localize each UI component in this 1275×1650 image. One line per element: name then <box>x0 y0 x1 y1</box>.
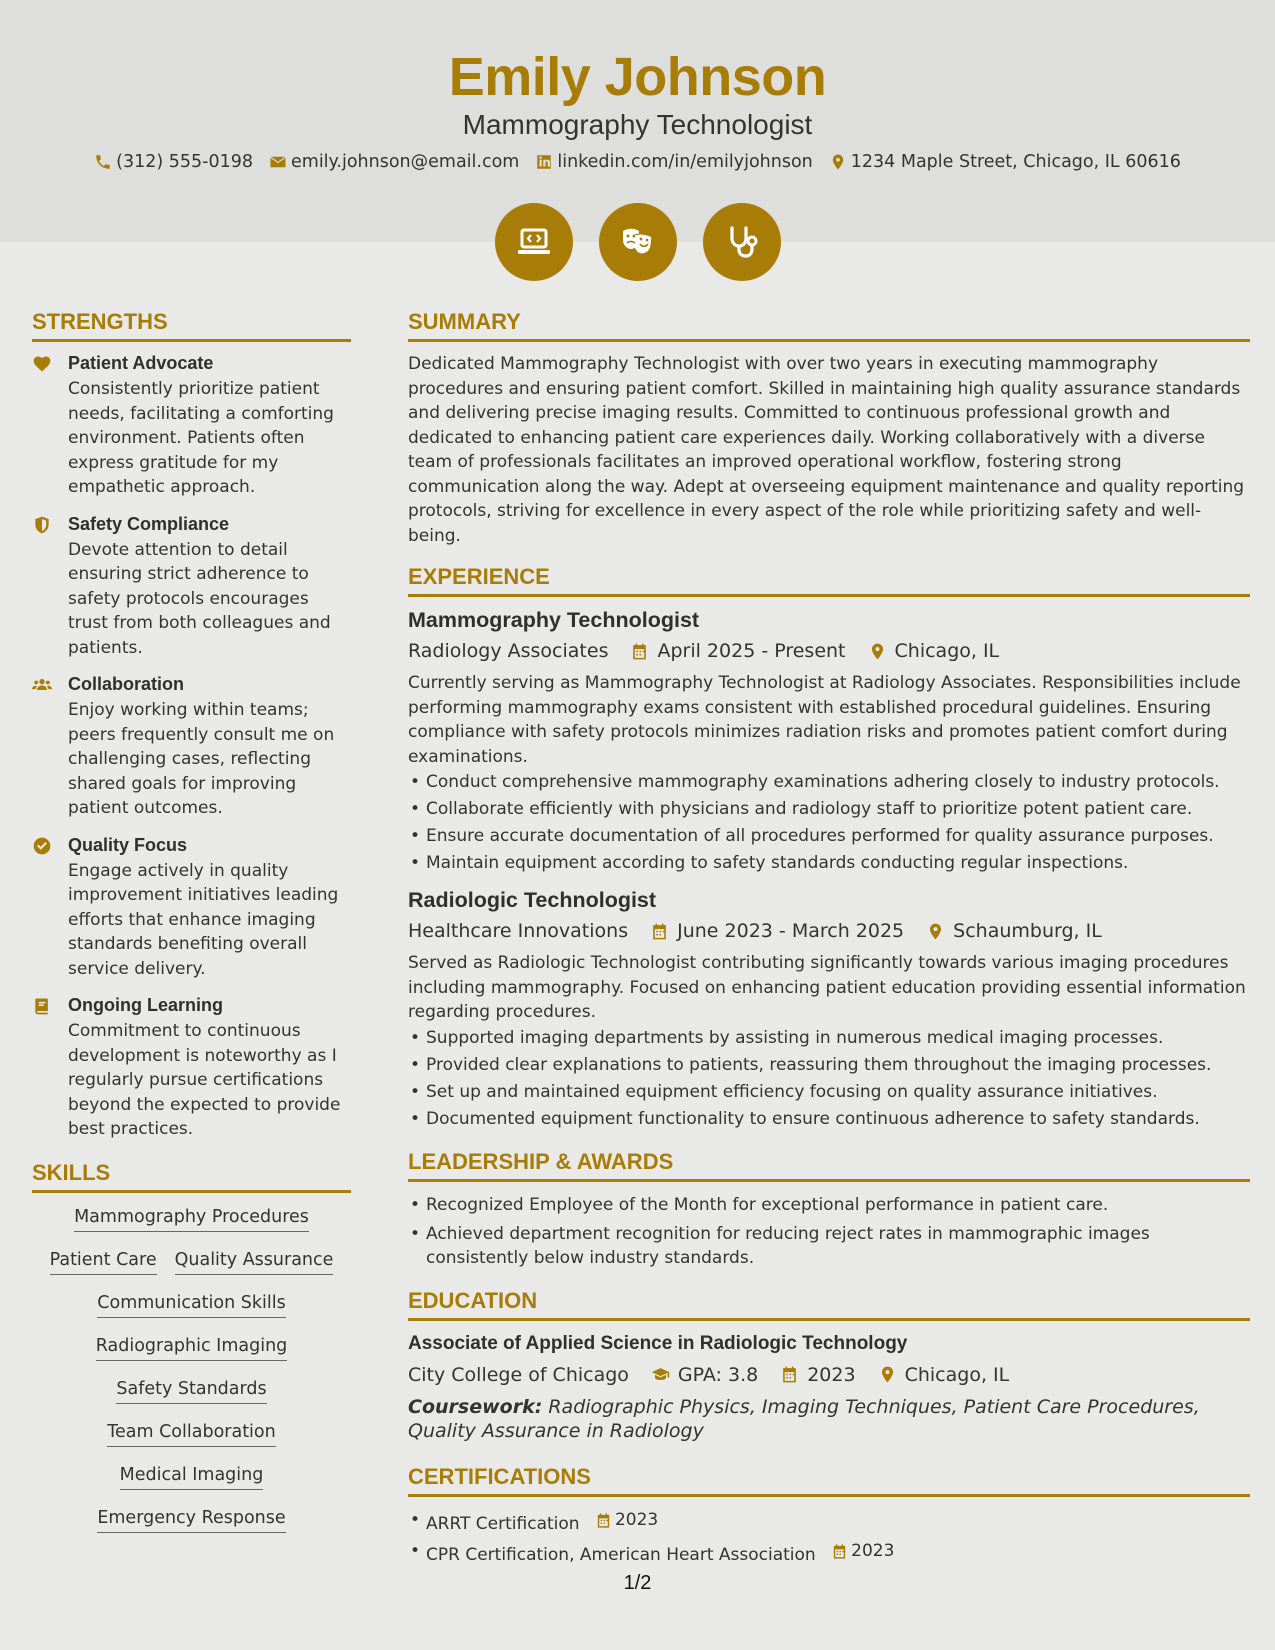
certification-name: CPR Certification, American Heart Association <box>426 1544 816 1565</box>
job-meta <box>408 638 1250 664</box>
certification-item <box>408 1507 1250 1538</box>
skill-tag: Emergency Response <box>97 1504 285 1533</box>
strength-title: Collaboration <box>68 674 184 694</box>
skill-tag: Mammography Procedures <box>74 1203 309 1232</box>
leadership-list <box>408 1192 1250 1270</box>
strength-item <box>32 834 351 982</box>
calendar-icon <box>780 1365 799 1384</box>
certification-year: 2023 <box>851 1540 895 1561</box>
coursework-text: Radiographic Physics, Imaging Techniques, Patient Care Procedures, Quality Assurance in Radiology <box>408 1395 1200 1442</box>
contact-linkedin[interactable] <box>535 152 812 172</box>
education-heading: EDUCATION <box>408 1288 1250 1321</box>
graduation-cap-icon <box>651 1365 670 1384</box>
map-marker-icon <box>829 153 847 171</box>
strengths-heading: STRENGTHS <box>32 309 351 342</box>
right-column <box>408 309 1250 1569</box>
job-description: Served as Radiologic Technologist contributing significantly towards various imaging procedures including mammography. Focused on enhancing patient education providing essential information regarding procedures. <box>408 953 1246 1022</box>
phone-icon <box>94 153 112 171</box>
strength-item <box>32 994 351 1142</box>
job-bullet: • Supported imaging departments by assisting in numerous medical imaging processes. <box>408 1025 1250 1052</box>
users-icon <box>32 675 52 695</box>
job-bullet: • Provided clear explanations to patients, reassuring them throughout the imaging processes. <box>408 1052 1250 1079</box>
laptop-code-icon <box>514 222 554 262</box>
candidate-title: Mammography Technologist <box>462 109 813 140</box>
skill-tag: Communication Skills <box>97 1289 285 1318</box>
coursework <box>408 1395 1250 1444</box>
experience-heading: EXPERIENCE <box>408 564 1250 597</box>
skill-tag: Safety Standards <box>116 1375 266 1404</box>
calendar-icon <box>650 922 669 941</box>
coursework-label: Coursework: <box>408 1395 543 1418</box>
map-marker-icon <box>868 642 887 661</box>
strength-desc: Engage actively in quality improvement initiatives leading efforts that enhance imaging standards benefiting overall service delivery. <box>68 860 339 979</box>
contact-phone[interactable] <box>94 152 253 172</box>
strength-title: Quality Focus <box>68 834 188 855</box>
theater-masks-icon <box>618 222 658 262</box>
job-dates: June 2023 - March 2025 <box>677 920 905 942</box>
book-icon <box>32 996 52 1016</box>
shield-icon <box>32 515 52 535</box>
job-bullet: • Set up and maintained equipment efficiency focusing on quality assurance initiatives. <box>408 1079 1250 1106</box>
job-bullets <box>408 1025 1250 1133</box>
left-column <box>32 309 351 1547</box>
strength-desc: Consistently prioritize patient needs, facilitating a comforting environment. Patients often express gratitude for my empathetic approach. <box>68 379 334 497</box>
heart-icon <box>32 354 52 374</box>
contact-address <box>829 152 1181 172</box>
summary-text: Dedicated Mammography Technologist with over two years in executing mammography procedures and ensuring patient comfort. Skilled in maintaining high quality assurance standards and delivering precise imaging results. Committed to continuous professional growth and dedicated to enhancing patient care experiences daily. Working collaboratively with a diverse team of professionals facilitates an improved operational workflow, fostering strong communication along the way. Adept at overseeing equipment maintenance and quality reporting protocols, striving for excellence in every aspect of the role while prioritizing safety and well-being. <box>408 354 1245 546</box>
badge-row <box>0 203 1275 281</box>
strength-desc: Devote attention to detail ensuring strict adherence to safety protocols encourages trust from both colleagues and patients. <box>68 539 331 658</box>
contact-email[interactable] <box>269 152 519 172</box>
candidate-name: Emily Johnson <box>448 47 827 107</box>
job-entry <box>408 607 1250 877</box>
education-meta <box>408 1362 1250 1388</box>
check-circle-icon <box>32 836 52 856</box>
degree-title: Associate of Applied Science in Radiologic Technology <box>408 1332 908 1354</box>
school-name: City College of Chicago <box>408 1363 629 1386</box>
job-dates: April 2025 - Present <box>657 640 846 662</box>
page-indicator: 1/2 <box>623 1572 652 1594</box>
skills-list <box>32 1203 351 1547</box>
job-company: Healthcare Innovations <box>408 920 629 942</box>
calendar-icon <box>831 1543 848 1560</box>
job-description: Currently serving as Mammography Technologist at Radiology Associates. Responsibilities include performing mammography exams consistent with established procedural guidelines. Ensuring compliance with safety protocols minimizes radiation risks and promotes patient comfort during examinations. <box>408 673 1241 767</box>
certification-name: ARRT Certification <box>426 1513 580 1534</box>
certifications-list <box>408 1507 1250 1569</box>
calendar-icon <box>595 1512 612 1529</box>
strength-item <box>32 673 351 821</box>
job-bullet: • Maintain equipment according to safety standards conducting regular inspections. <box>408 850 1250 877</box>
strength-desc: Enjoy working within teams; peers frequently consult me on challenging cases, reflecting shared goals for improving patient outcomes. <box>68 700 335 818</box>
map-marker-icon <box>878 1365 897 1384</box>
address-text: 1234 Maple Street, Chicago, IL 60616 <box>850 152 1181 172</box>
strength-title: Ongoing Learning <box>68 995 223 1015</box>
certification-year: 2023 <box>614 1509 659 1530</box>
skills-heading: SKILLS <box>32 1160 351 1193</box>
strength-title: Safety Compliance <box>68 513 230 534</box>
job-bullets <box>408 769 1250 877</box>
job-location: Chicago, IL <box>894 640 1000 662</box>
envelope-icon <box>269 153 287 171</box>
certification-item <box>408 1538 1250 1569</box>
laptop-code-badge <box>495 203 573 281</box>
skill-tag: Patient Care <box>50 1246 157 1275</box>
job-title: Mammography Technologist <box>408 608 700 632</box>
job-title: Radiologic Technologist <box>408 888 657 912</box>
job-bullet: • Documented equipment functionality to ensure continuous adherence to safety standards. <box>408 1106 1250 1133</box>
summary-heading: SUMMARY <box>408 309 1250 342</box>
certifications-heading: CERTIFICATIONS <box>408 1464 1250 1497</box>
stethoscope-icon <box>722 222 762 262</box>
contact-bar <box>0 152 1275 172</box>
skill-tag: Medical Imaging <box>120 1461 264 1490</box>
linkedin-text: linkedin.com/in/emilyjohnson <box>557 152 813 172</box>
job-entry <box>408 887 1250 1133</box>
job-meta <box>408 918 1250 944</box>
stethoscope-badge <box>703 203 781 281</box>
job-location: Schaumburg, IL <box>953 920 1102 942</box>
strength-item <box>32 352 351 500</box>
strength-title: Patient Advocate <box>68 353 214 373</box>
school-location: Chicago, IL <box>904 1363 1010 1386</box>
job-bullet: • Collaborate efficiently with physicians and radiology staff to prioritize potent patient care. <box>408 796 1250 823</box>
calendar-icon <box>630 642 649 661</box>
theater-masks-badge <box>599 203 677 281</box>
leadership-item: • Achieved department recognition for reducing reject rates in mammographic images consistently below industry standards. <box>408 1222 1250 1270</box>
leadership-item: • Recognized Employee of the Month for exceptional performance in patient care. <box>408 1192 1250 1219</box>
map-marker-icon <box>926 922 945 941</box>
email-text: emily.johnson@email.com <box>291 152 520 172</box>
phone-text: (312) 555-0198 <box>116 152 253 172</box>
strength-item <box>32 513 351 661</box>
skill-tag: Quality Assurance <box>175 1246 334 1275</box>
leadership-heading: LEADERSHIP & AWARDS <box>408 1149 1250 1182</box>
linkedin-icon <box>535 153 553 171</box>
gpa: GPA: 3.8 <box>677 1363 759 1386</box>
job-bullet: • Conduct comprehensive mammography examinations adhering closely to industry protocols. <box>408 769 1250 796</box>
strength-desc: Commitment to continuous development is noteworthy as I regularly pursue certifications beyond the expected to provide best practices. <box>68 1021 341 1139</box>
job-company: Radiology Associates <box>408 640 609 662</box>
skill-tag: Team Collaboration <box>107 1418 275 1447</box>
skill-tag: Radiographic Imaging <box>96 1332 288 1361</box>
graduation-year: 2023 <box>807 1363 856 1386</box>
job-bullet: • Ensure accurate documentation of all procedures performed for quality assurance purposes. <box>408 823 1250 850</box>
